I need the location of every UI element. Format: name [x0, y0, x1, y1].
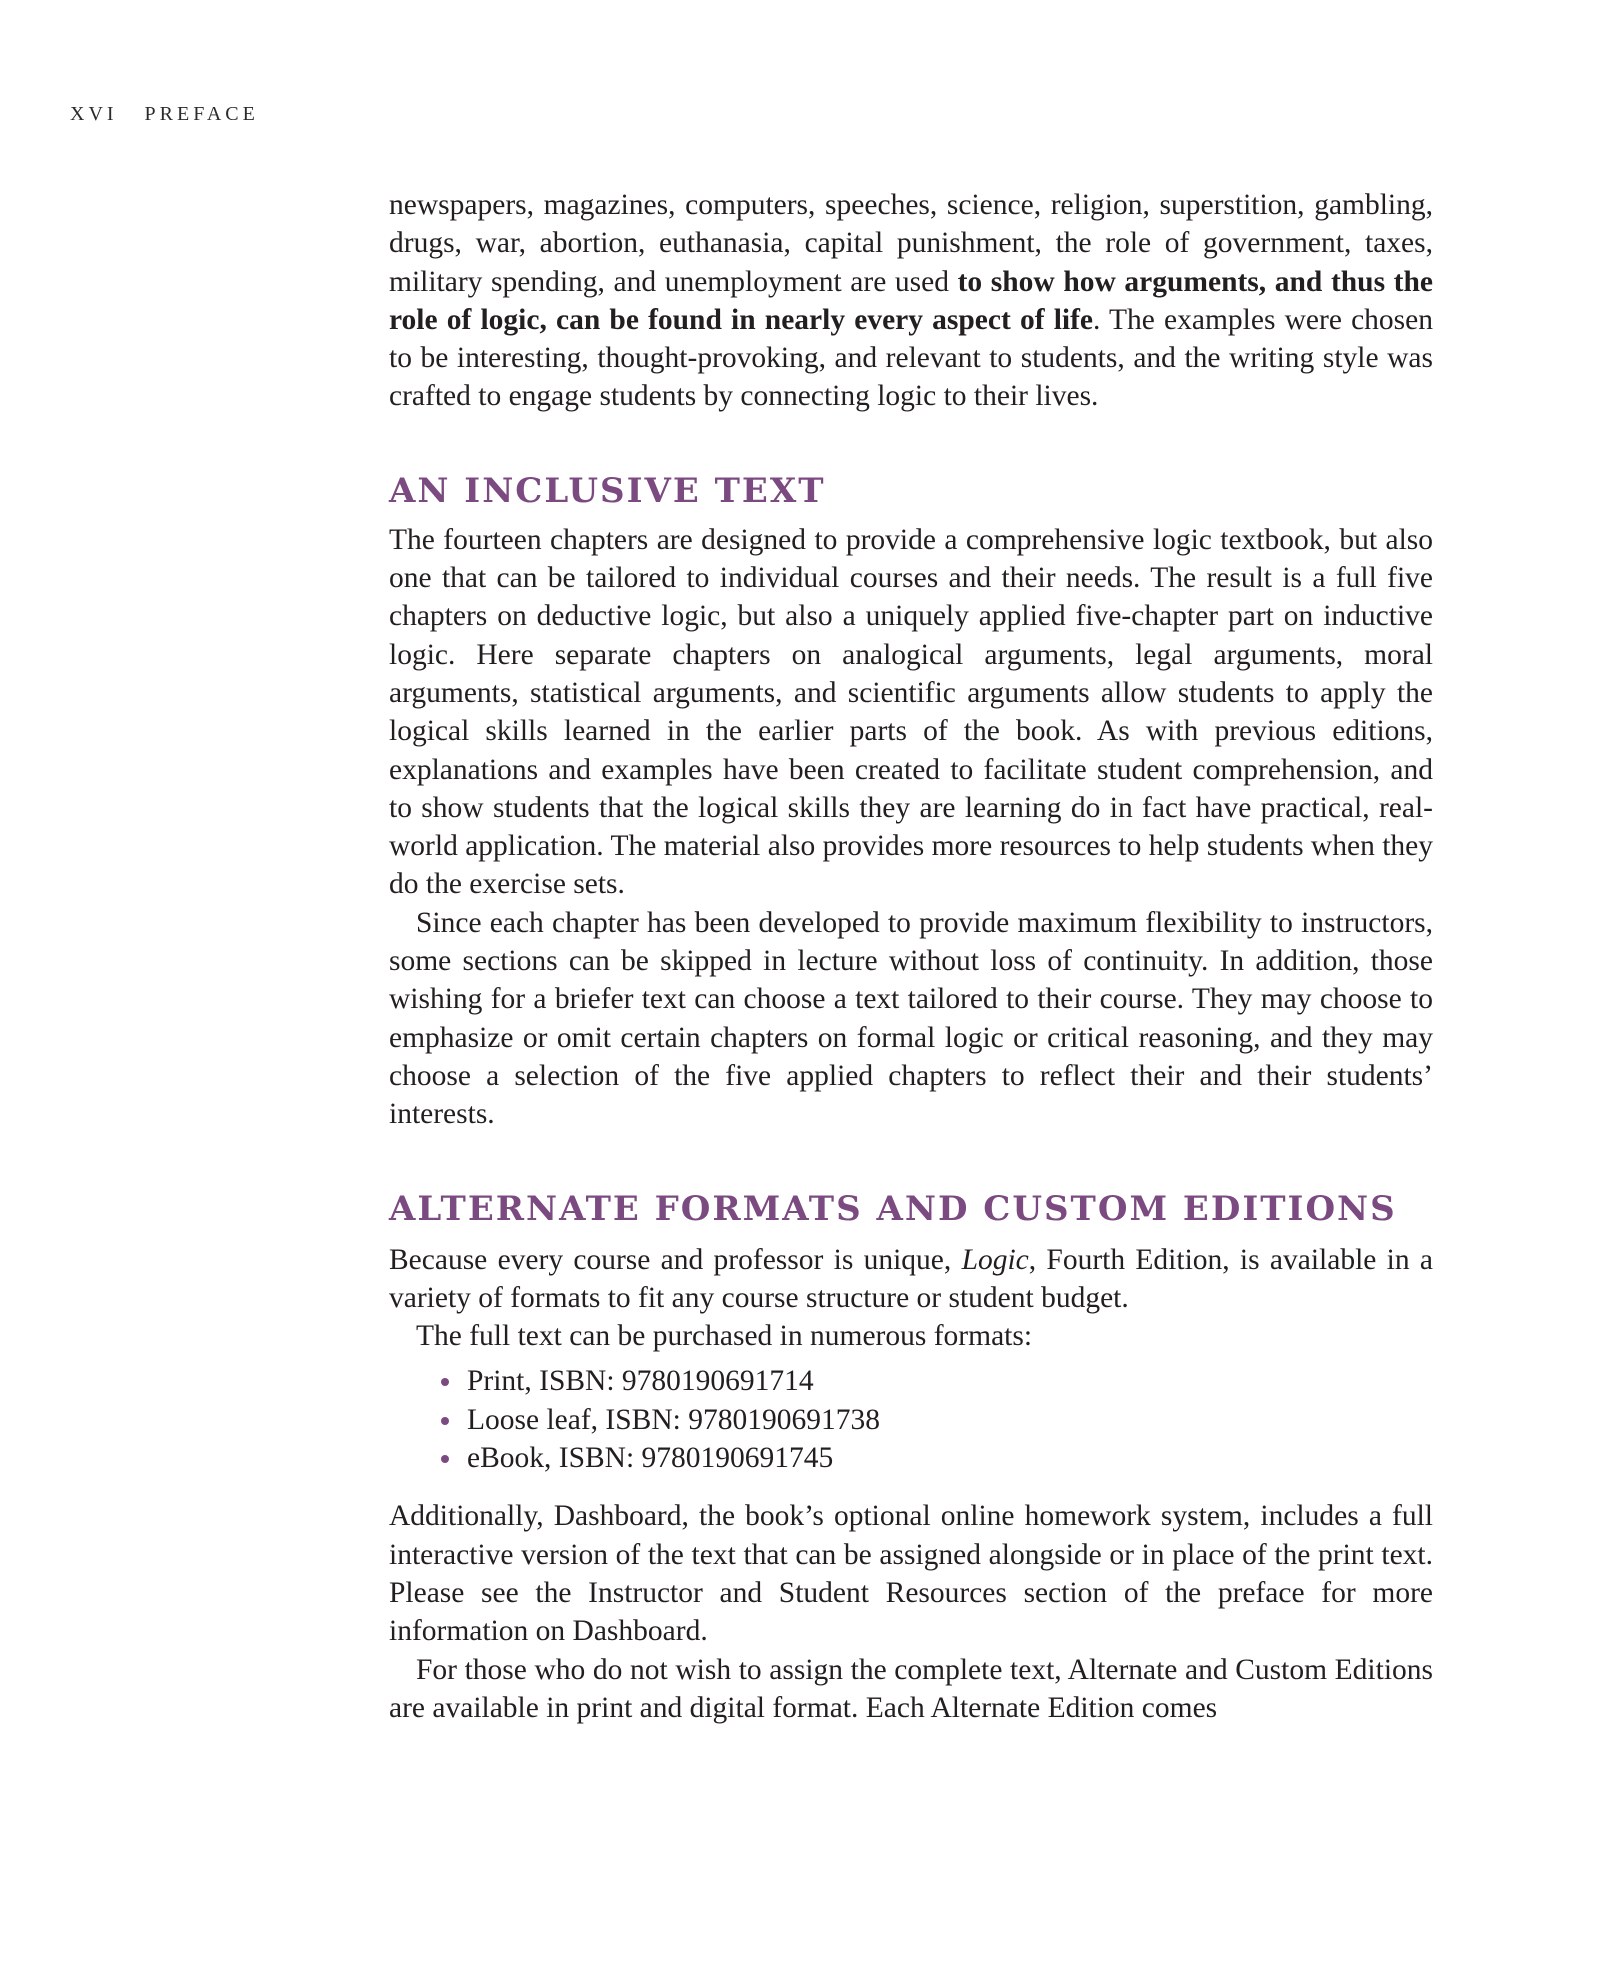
- formats-paragraph-3: Additionally, Dashboard, the book’s optional online homework system, includes a full interactive version of the text that can be assigned alongside or in place of the print text. Please see the Instructor and Student Resources section of the preface for more information on Dashboard.: [389, 1500, 1433, 1648]
- intro-paragraph: [389, 186, 1433, 416]
- heading-inclusive-text: AN INCLUSIVE TEXT: [389, 470, 826, 511]
- formats-paragraph-2: The full text can be purchased in numerous formats:: [416, 1320, 1033, 1353]
- intro-bold-text: to show how arguments, and thus the role of logic, can be found in nearly every aspect of life: [389, 265, 1433, 336]
- list-item: eBook, ISBN: 9780190691745: [439, 1439, 1433, 1477]
- formats-list: [439, 1362, 1433, 1477]
- formats-text-a: Because every course and professor is unique,: [389, 1243, 962, 1276]
- list-item: Loose leaf, ISBN: 9780190691738: [439, 1401, 1433, 1439]
- page-number: XVI: [70, 103, 118, 125]
- inclusive-paragraph-1: The fourteen chapters are designed to provide a comprehensive logic textbook, but also one that can be tailored to individual courses and their needs. The result is a full five chapters on deductive logic, but also a uniquely applied five-chapter part on inductive logic. Here separate chapters on analogical arguments, legal arguments, moral arguments, statistical arguments, and scientific arguments allow students to apply the logical skills learned in the earlier parts of the book. As with previous editions, explanations and examples have been created to facilitate student comprehension, and to show students that the logical skills they are learning do in fact have practical, real-world application. The material also provides more resources to help students when they do the exercise sets.: [389, 523, 1433, 901]
- formats-text-b: , Fourth Edition, is available in a variety of formats to fit any course structure or student budget.: [389, 1243, 1433, 1314]
- formats-paragraph-1: [389, 1241, 1433, 1318]
- book-title-italic: Logic: [961, 1243, 1029, 1276]
- formats-paragraph-4: For those who do not wish to assign the complete text, Alternate and Custom Editions are available in print and digital format. Each Alternate Edition comes: [389, 1653, 1433, 1724]
- section-title: PREFACE: [144, 103, 259, 125]
- intro-text-1: newspapers, magazines, computers, speeches, science, religion, superstition, gambling, drugs, war, abortion, euthanasia, capital punishment, the role of government, taxes, military spending, and unemployment are used: [389, 189, 1433, 298]
- page-body: [389, 186, 1433, 1727]
- intro-text-2: . The examples were chosen to be interesting, thought-provoking, and relevant to students, and the writing style was crafted to engage students by connecting logic to their lives.: [389, 303, 1434, 413]
- inclusive-paragraph-2: Since each chapter has been developed to provide maximum flexibility to instructors, some sections can be skipped in lecture without loss of continuity. In addition, those wishing for a briefer text can choose a text tailored to their course. They may choose to emphasize or omit certain chapters on formal logic or critical reasoning, and they may choose a selection of the five applied chapters to reflect their and their students’ interests.: [389, 906, 1433, 1131]
- heading-alternate-formats: ALTERNATE FORMATS AND CUSTOM EDITIONS: [389, 1188, 1397, 1229]
- list-item: Print, ISBN: 9780190691714: [439, 1362, 1433, 1400]
- running-head: [70, 103, 259, 126]
